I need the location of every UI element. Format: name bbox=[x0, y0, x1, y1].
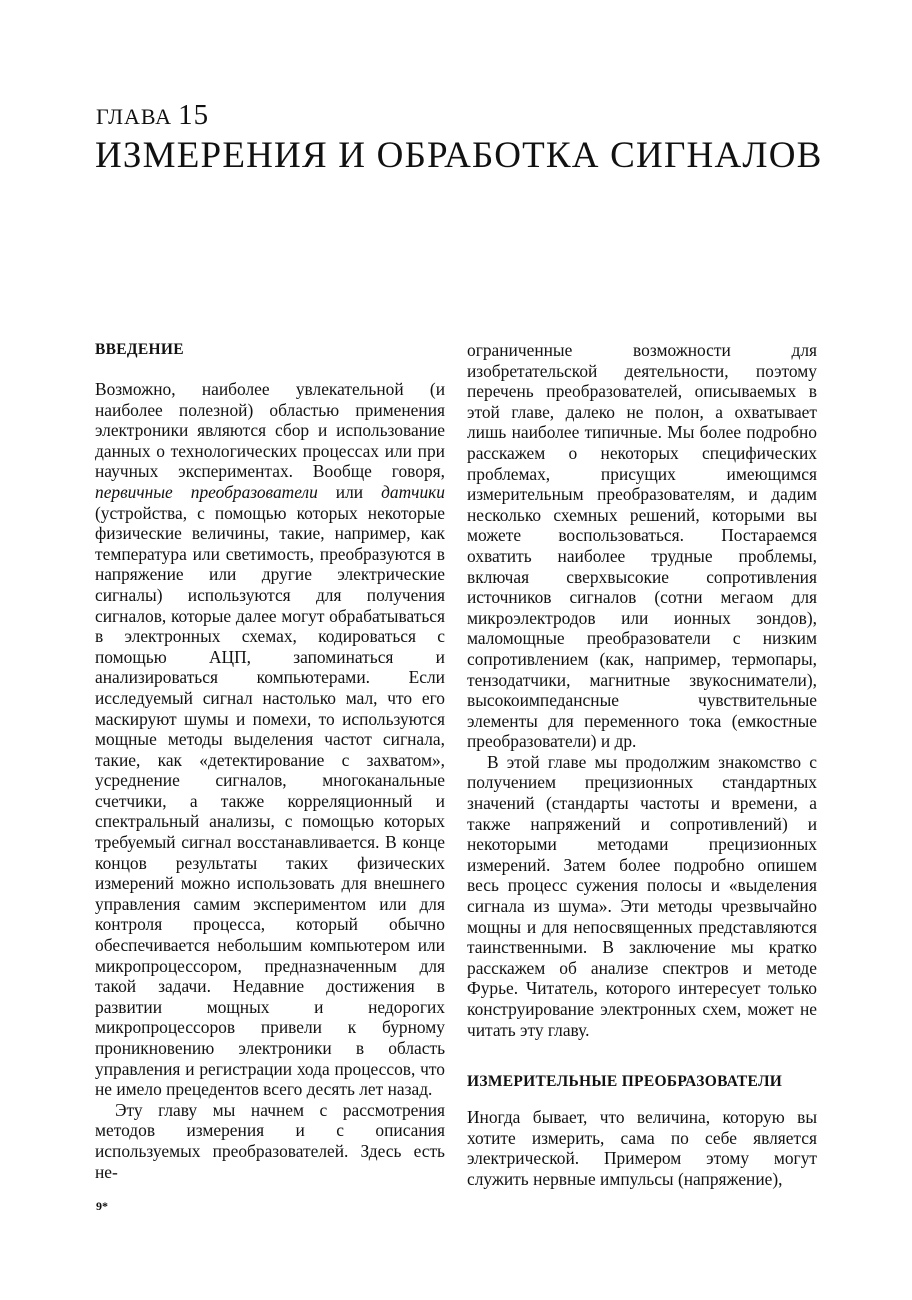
intro-paragraph-3: ограниченные возможности для изобретательской деятельности, поэтому перечень преобразователей, описываемых в этой главе, далеко не полон, а охватывает лишь наиболее типичные. Мы более подробно расскажем о некоторых специфических проблемах, присущих имеющимся измерительным преобразователям, и дадим несколько схемных решений, которыми вы можете воспользоваться. Постараемся охватить наиболее трудные проблемы, включая сверхвысокие сопротивления источников сигналов (сотни мегаом для микроэлектродов или ионных зондов), маломощные преобразователи с низким сопротивлением (как, например, термопары, тензодатчики, магнитные звукосниматели), высокоимпедансные чувствительные элементы для переменного тока (емкостные преобразователи) и др. bbox=[467, 340, 817, 752]
term-sensors: датчики bbox=[381, 481, 445, 502]
chapter-title: ИЗМЕРЕНИЯ И ОБРАБОТКА СИГНАЛОВ bbox=[95, 135, 823, 176]
intro-paragraph-2: Эту главу мы начнем с рассмотрения методов измерения и с описания используемых преобразователей. Здесь есть не- bbox=[95, 1099, 445, 1182]
chapter-label bbox=[96, 100, 209, 132]
intro-paragraph-4: В этой главе мы продолжим знакомство с получением прецизионных стандартных значений (стандарты частоты и времени, а также напряжений и сопротивлений) и некоторыми методами прецизионных измерений. Затем более подробно опишем весь процесс сужения полосы и «выделения сигнала из шума». Эти методы чрезвычайно мощны и для непосвященных представляются таинственными. В заключение мы кратко расскажем об анализе спектров и методе Фурье. Читатель, которого интересует только конструирование электронных схем, может не читать эту главу. bbox=[467, 751, 817, 1040]
introduction-heading: ВВЕДЕНИЕ bbox=[95, 341, 184, 358]
page-number: 9* bbox=[96, 1199, 108, 1213]
chapter-word: ГЛАВА bbox=[96, 104, 173, 129]
intro-p1-text-a: Возможно, наиболее увлекательной (и наиболее полезной) областью применения электроники являются сбор и использование данных о технологических процессах или при научных экспериментах. Вообще говоря, bbox=[95, 379, 445, 482]
transducers-paragraph-1: Иногда бывает, что величина, которую вы хотите измерить, сама по себе является электрической. Примером этому могут служить нервные импульсы (напряжение), bbox=[467, 1107, 817, 1189]
intro-p1-text-b: или bbox=[317, 481, 382, 502]
chapter-number: 15 bbox=[178, 99, 210, 131]
term-primary-transducers: первичные преобразователи bbox=[95, 481, 318, 502]
transducers-heading: ИЗМЕРИТЕЛЬНЫЕ ПРЕОБРАЗОВАТЕЛИ bbox=[467, 1073, 783, 1091]
intro-paragraph-1 bbox=[95, 379, 445, 1100]
right-column bbox=[467, 340, 817, 1190]
left-column bbox=[95, 340, 445, 1182]
intro-p1-text-c: (устройства, с помощью которых некоторые физические величины, такие, например, как температура или светимость, преобразуются в напряжение или другие электрические сигналы) используются для получения сигналов, которые далее могут обрабатываться в электронных схемах, кодироваться с помощью АЦП, запоминаться и анализироваться компьютерами. Если исследуемый сигнал настолько мал, что его маскируют шумы и помехи, то используются мощные методы выделения частот сигнала, такие, как «детектирование с захватом», усреднение сигналов, многоканальные счетчики, а также корреляционный и спектральный анализы, с помощью которых требуемый сигнал восстанавливается. В конце концов результаты таких физических измерений можно использовать для внешнего управления самим экспериментом или для контроля процесса, который обычно обеспечивается небольшим компьютером или микропроцессором, предназначенным для такой задачи. Недавние достижения в развитии мощных и недорогих микропроцессоров привели к бурному проникновению электроники в область управления и регистрации хода процессов, что не имело прецедентов всего десять лет назад. bbox=[95, 502, 445, 1100]
